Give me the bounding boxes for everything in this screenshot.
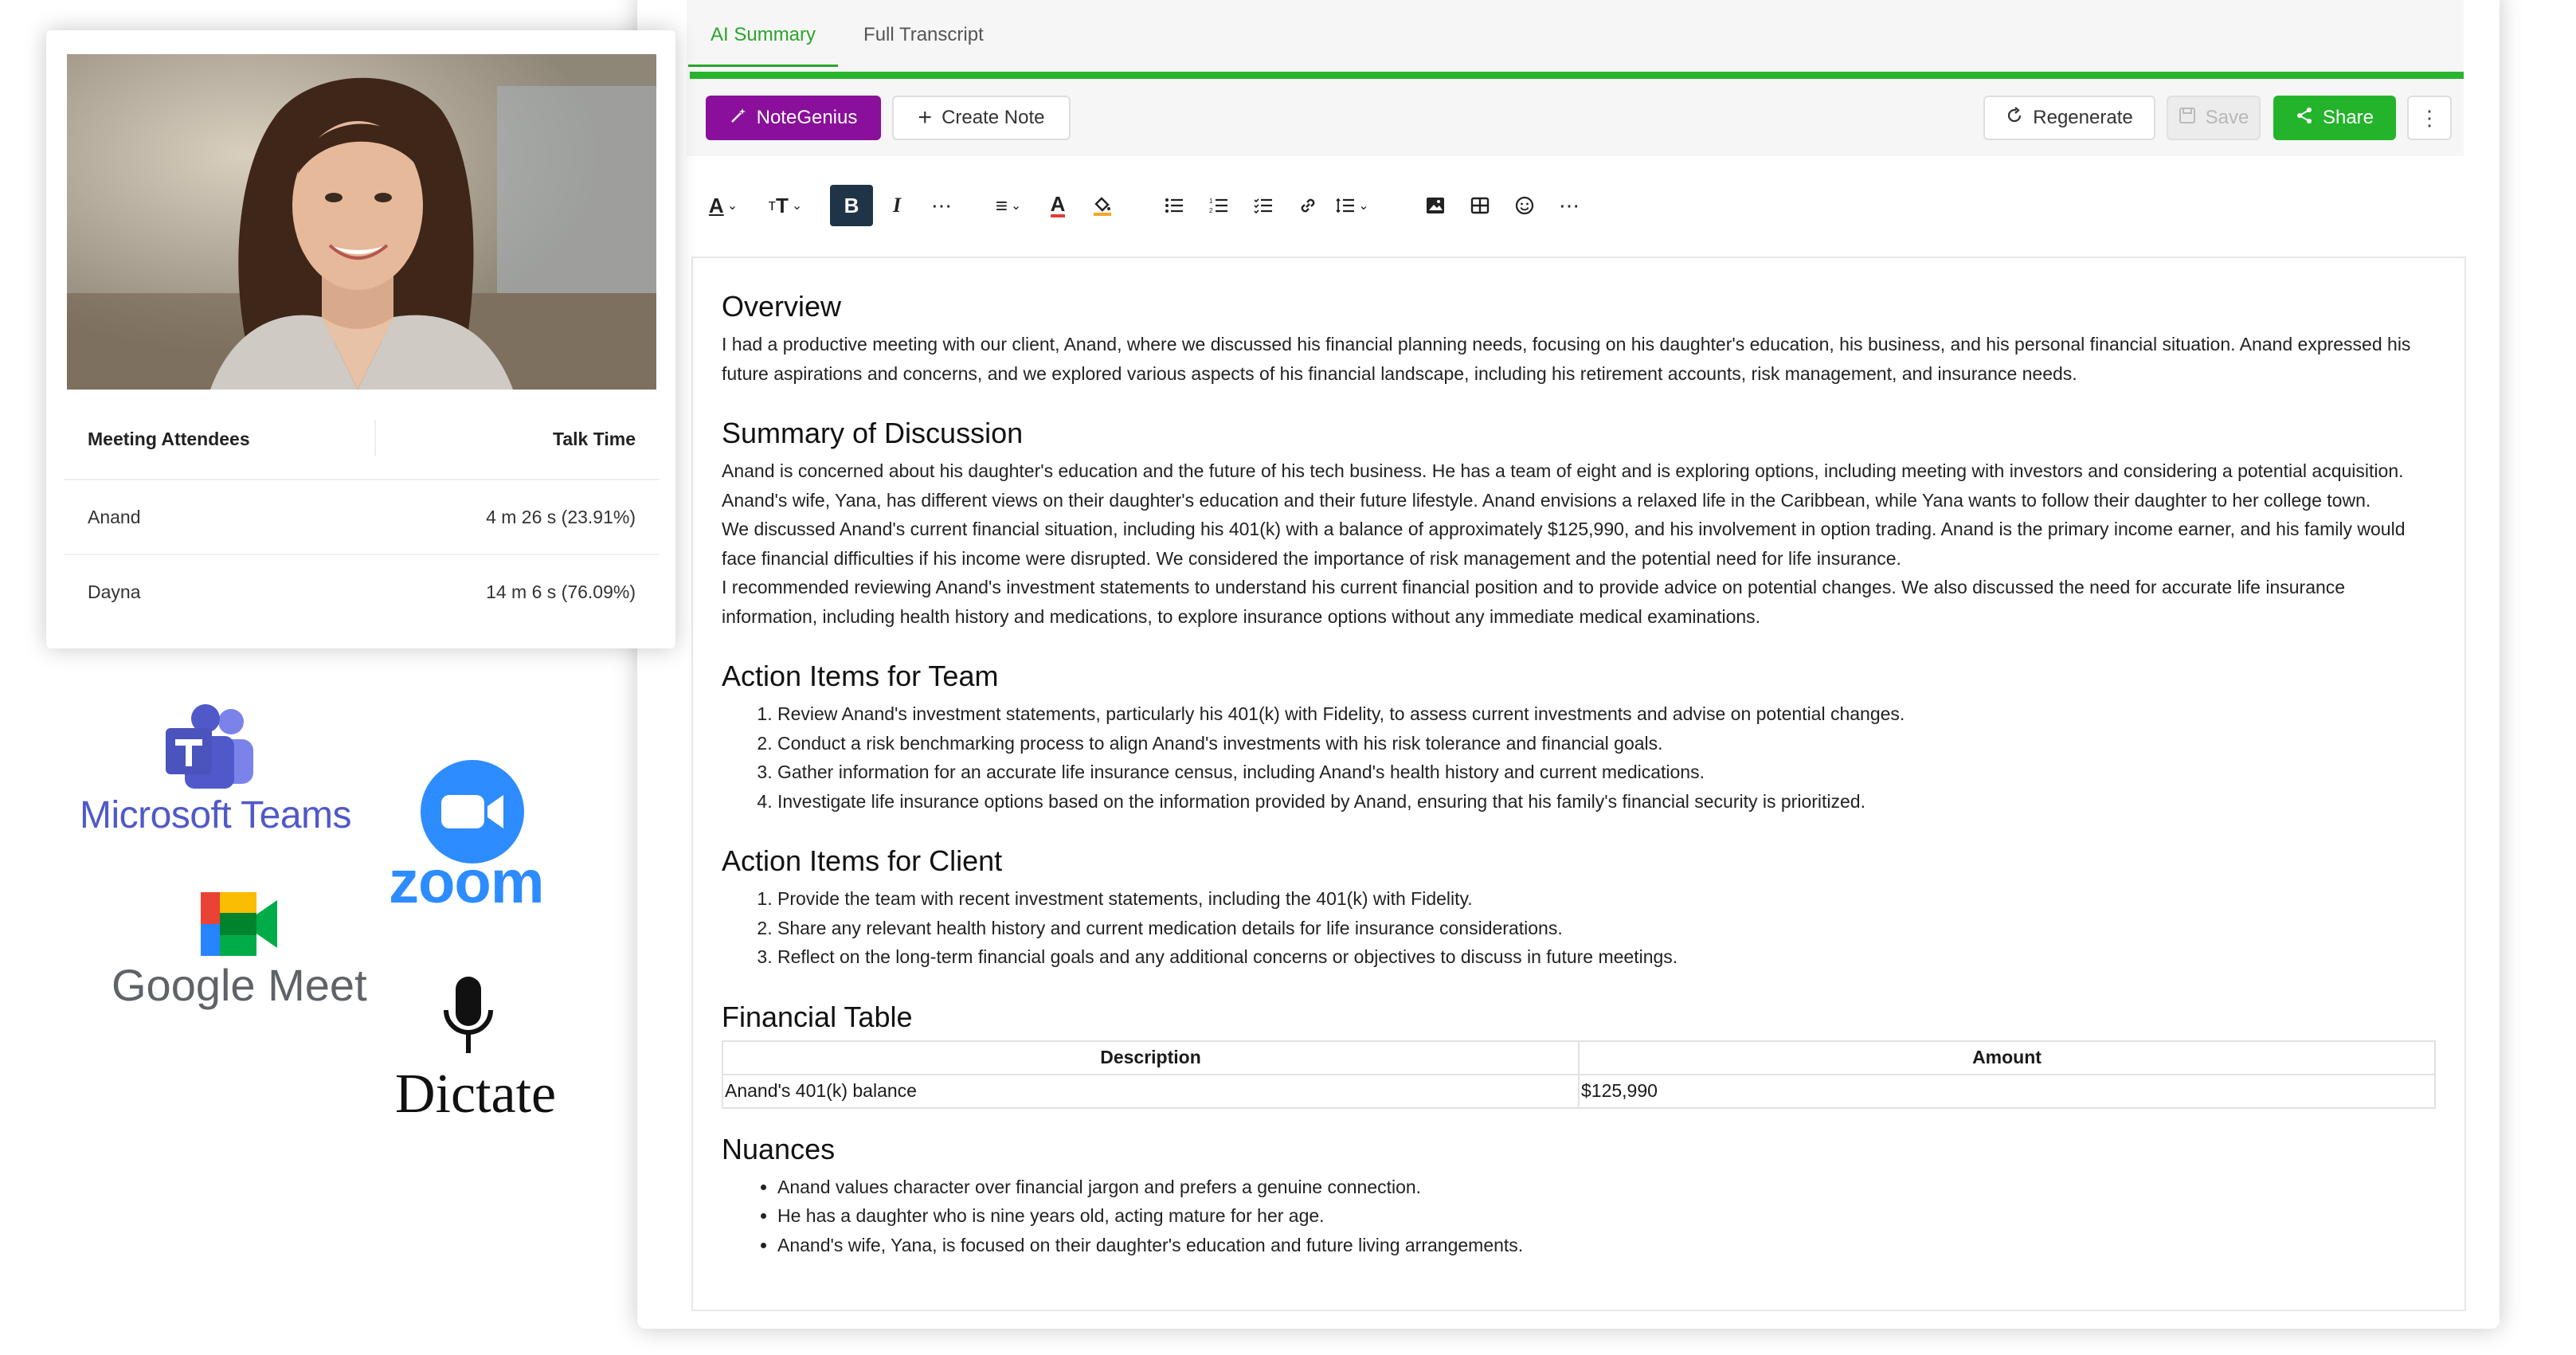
list-item: • Anand's wife, Yana, is focused on their daughter's education and future living arrangements.: [777, 1231, 2434, 1260]
list-item: 4. Investigate life insurance options based on the information provided by Anand, ensuring that his family's financial security is prioritized.: [777, 787, 2434, 817]
table-header-cell: Description: [722, 1041, 1579, 1075]
table-row: [64, 480, 660, 555]
google-meet-label: Google Meet: [112, 960, 367, 1010]
summary-editor[interactable]: [691, 257, 2466, 1311]
list-item: 1. Review Anand's investment statements, particularly his 401(k) with Fidelity, to assess current investments and advise on potential changes.: [777, 699, 2434, 729]
list-item: • He has a daughter who is nine years old, acting mature for her age.: [777, 1201, 2434, 1231]
financial-table: [722, 1040, 2436, 1109]
link-icon[interactable]: [1290, 185, 1325, 226]
summary-paragraph: Anand is concerned about his daughter's education and the future of his tech business. He has a team of eight and is exploring options, including meeting with investors and considering a potential acquisition. Anand's wife, Yana, has different views on their daughter's education and their future lifestyle. Anand envisions a relaxed life in the Caribbean, while Yana wants to follow their daughter to her college town.: [722, 460, 2404, 511]
client-actions-section: [722, 844, 2434, 972]
regenerate-label: Regenerate: [2033, 107, 2133, 128]
italic-icon[interactable]: I: [892, 194, 902, 217]
text-color-icon[interactable]: A: [1050, 192, 1066, 216]
attendees-table: [64, 399, 660, 629]
financial-table-section: [722, 1001, 2434, 1109]
table-header-cell: Amount: [1579, 1041, 2435, 1075]
summary-heading: Summary of Discussion: [722, 417, 1024, 449]
save-icon: [2179, 107, 2196, 130]
tab-indicator-bar: [690, 72, 2464, 79]
text-size-icon[interactable]: т T ⌄: [768, 193, 803, 217]
plus-icon: +: [918, 104, 933, 131]
highlight-icon[interactable]: [1085, 185, 1120, 226]
list-item: • Anand values character over financial jargon and prefers a genuine connection.: [777, 1173, 2434, 1202]
font-style-icon[interactable]: A ⌄: [708, 193, 738, 217]
create-note-button[interactable]: [892, 96, 1071, 140]
attendee-video-image: [67, 54, 656, 390]
image-icon[interactable]: [1418, 185, 1453, 226]
nuances-heading: Nuances: [722, 1132, 836, 1165]
google-meet-icon: [199, 891, 279, 961]
table-cell: $125,990: [1579, 1075, 2435, 1108]
attendee-name: Dayna: [88, 581, 141, 602]
align-icon[interactable]: ≡ ⌄: [995, 193, 1022, 217]
document-content: [722, 290, 2434, 1288]
table-row: [64, 555, 660, 629]
zoom-label: zoom: [389, 848, 544, 916]
share-label: Share: [2322, 107, 2374, 128]
summary-paragraph: I recommended reviewing Anand's investment statements to understand his current financial position and to provide advice on potential changes. We also discussed the need for accurate life insurance information, including health history and medications, to explore insurance options without any immediate medical examinations.: [722, 577, 2346, 627]
nuances-section: [722, 1133, 2434, 1260]
save-label: Save: [2205, 107, 2249, 128]
dictate-label: Dictate: [395, 1063, 557, 1125]
tab-bar: [687, 0, 1008, 67]
more-formatting-icon[interactable]: ⋯: [931, 193, 952, 217]
bold-icon[interactable]: B: [830, 185, 873, 226]
line-height-icon[interactable]: ⌄: [1335, 185, 1370, 226]
refresh-icon: [2006, 107, 2023, 130]
table-row: [722, 1075, 2435, 1108]
create-note-label: Create Note: [942, 107, 1045, 128]
emoji-icon[interactable]: [1507, 185, 1542, 226]
svg-text:2: 2: [1209, 207, 1213, 213]
share-button[interactable]: [2273, 96, 2396, 140]
regenerate-button[interactable]: [1983, 96, 2155, 140]
attendees-table-header: [64, 399, 660, 480]
list-item: 3. Gather information for an accurate life insurance census, including Anand's health history and current medications.: [777, 758, 2434, 787]
summary-paragraph: We discussed Anand's current financial situation, including his 401(k) with a balance of approximately $125,990, and his involvement in option trading. Anand is the primary income earner, and his family would face financial difficulties if his income were disrupted. We considered the importance of risk management and the potential need for life insurance.: [722, 519, 2406, 569]
financial-table-heading: Financial Table: [722, 1000, 913, 1033]
overview-text: I had a productive meeting with our client, Anand, where we discussed his financial planning needs, focusing on his daughter's education, his business, and his personal financial situation. Anand expressed his future aspirations and concerns, and we explored various aspects of his financial landscape, including his retirement accounts, risk management, and insurance needs.: [722, 334, 2411, 384]
bullet-list-icon[interactable]: [1157, 185, 1192, 226]
attendees-header-label: Meeting Attendees: [88, 428, 250, 449]
attendee-talk-time: 4 m 26 s (23.91%): [486, 506, 636, 527]
team-actions-heading: Action Items for Team: [722, 660, 999, 692]
microsoft-teams-label: Microsoft Teams: [80, 794, 352, 836]
microsoft-teams-icon: [162, 704, 258, 796]
notegenius-label: NoteGenius: [756, 107, 858, 128]
summary-section: [722, 417, 2434, 631]
overview-heading: Overview: [722, 290, 842, 323]
meeting-attendees-card: [46, 30, 675, 648]
tab-full-transcript[interactable]: Full Transcript: [863, 24, 984, 45]
table-cell: Anand's 401(k) balance: [722, 1075, 1579, 1108]
notegenius-button[interactable]: [706, 96, 881, 140]
client-actions-list: [722, 884, 2434, 972]
action-bar: [690, 96, 2464, 142]
list-item: 2. Conduct a risk benchmarking process to align Anand's investments with his risk tolerance and financial goals.: [777, 729, 2434, 758]
list-item: 1. Provide the team with recent investment statements, including the 401(k) with Fidelity.: [777, 884, 2434, 914]
attendee-talk-time: 14 m 6 s (76.09%): [486, 581, 636, 602]
talk-time-header-label: Talk Time: [553, 428, 636, 449]
magic-wand-icon: [730, 107, 747, 130]
overview-section: [722, 290, 2434, 388]
client-actions-heading: Action Items for Client: [722, 844, 1003, 877]
team-actions-section: [722, 660, 2434, 816]
more-options-button[interactable]: [2407, 96, 2452, 140]
header-divider: [374, 420, 376, 456]
vertical-dots-icon: ⋮: [2419, 105, 2440, 130]
svg-text:1: 1: [1209, 198, 1213, 205]
tab-ai-summary[interactable]: AI Summary: [687, 3, 840, 67]
formatting-toolbar: [690, 175, 2464, 233]
numbered-list-icon[interactable]: [1201, 185, 1236, 226]
table-header-row: [722, 1041, 2435, 1075]
nuances-list: [722, 1173, 2434, 1260]
microphone-icon: [440, 975, 497, 1062]
list-item: 3. Reflect on the long-term financial goals and any additional concerns or objectives to discuss in future meetings.: [777, 942, 2434, 972]
table-icon[interactable]: [1462, 185, 1497, 226]
save-button[interactable]: [2167, 96, 2261, 140]
share-icon: [2296, 107, 2313, 130]
list-item: 2. Share any relevant health history and current medication details for life insurance considerations.: [777, 914, 2434, 943]
team-actions-list: [722, 699, 2434, 816]
more-icon[interactable]: ⋯: [1559, 193, 1580, 217]
attendee-name: Anand: [88, 506, 141, 527]
checklist-icon[interactable]: [1246, 185, 1281, 226]
